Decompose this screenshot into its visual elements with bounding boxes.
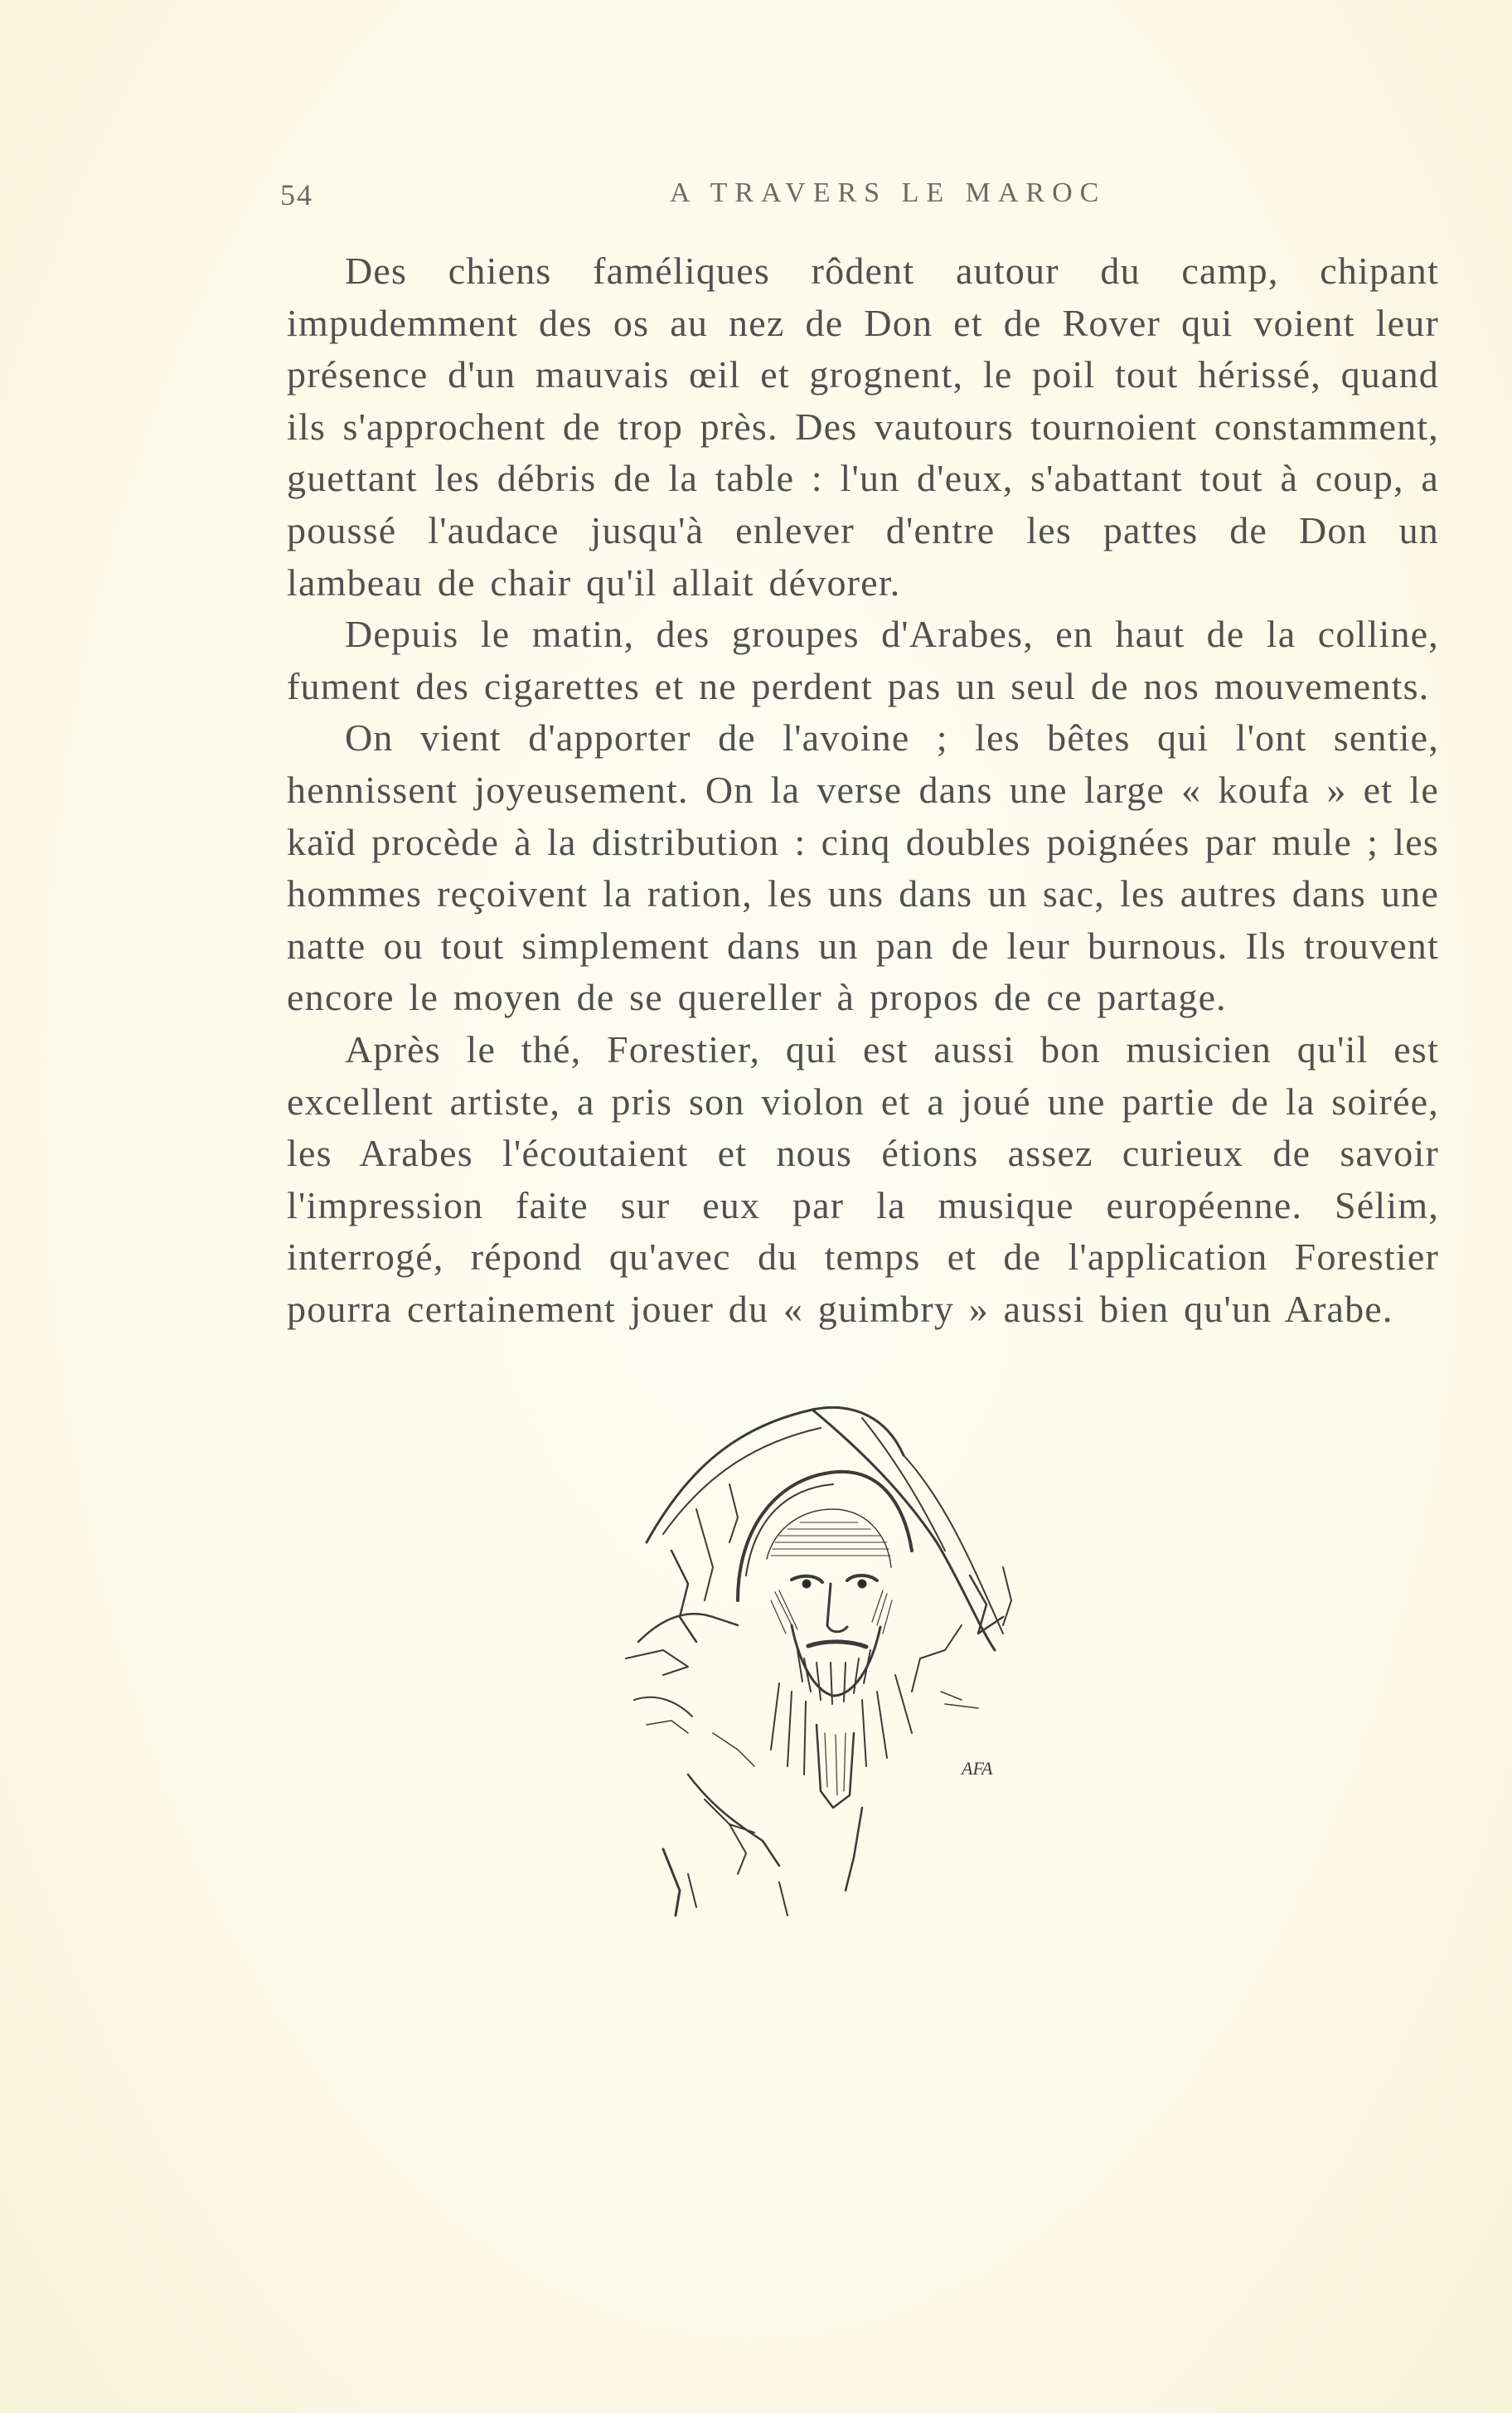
paragraph-chiens: Des chiens faméliques rôdent autour du camp, chipant impudemment des os au nez de Don et de Rover qui voient leur présence d'un mauvais œil et grognent, le poil tout hérissé, quand ils s'approchent de trop près. Des vautours tournoient constamment, guettant les débris de la table : l'un d'eux, s'abattant tout à coup, a poussé l'audace jusqu'à enlever d'entre les pattes de Don un lambeau de chair qu'il allait dévorer.: [287, 250, 1439, 604]
artist-monogram: AFA: [962, 1758, 993, 1779]
paragraph-avoine: On vient d'apporter de l'avoine ; les bêtes qui l'ont sentie, hennissent joyeusement. On la verse dans une large « koufa » et le kaïd procède à la distribution : cinq doubles poignées par mule ; les hommes reçoivent la ration, les uns dans un sac, les autres dans une natte ou tout simplement dans un pan de leur burnous. Ils trouvent encore le moyen de se quereller à propos de ce partage.: [287, 716, 1439, 1019]
paragraph-violon: Après le thé, Forestier, qui est aussi bon musicien qu'il est excellent artiste, a pris son violon et a joué une partie de la soirée, les Arabes l'écoutaient et nous étions assez curieux de savoir l'impression faite sur eux par la musique européenne. Sélim, interrogé, répond qu'avec du temps et de l'application Forestier pourra certainement jouer du « guimbry » aussi bien qu'un Arabe.: [287, 1027, 1439, 1330]
page-number: 54: [280, 178, 313, 211]
body-text: [287, 245, 1439, 1335]
hooded-arab-portrait-sketch-icon: [613, 1376, 1144, 1924]
running-head: [280, 177, 1441, 219]
running-title: A TRAVERS LE MAROC: [670, 177, 1107, 208]
paragraph-arabes: Depuis le matin, des groupes d'Arabes, en haut de la colline, fument des cigarettes et ne perdent pas un seul de nos mouvements.: [287, 613, 1439, 707]
